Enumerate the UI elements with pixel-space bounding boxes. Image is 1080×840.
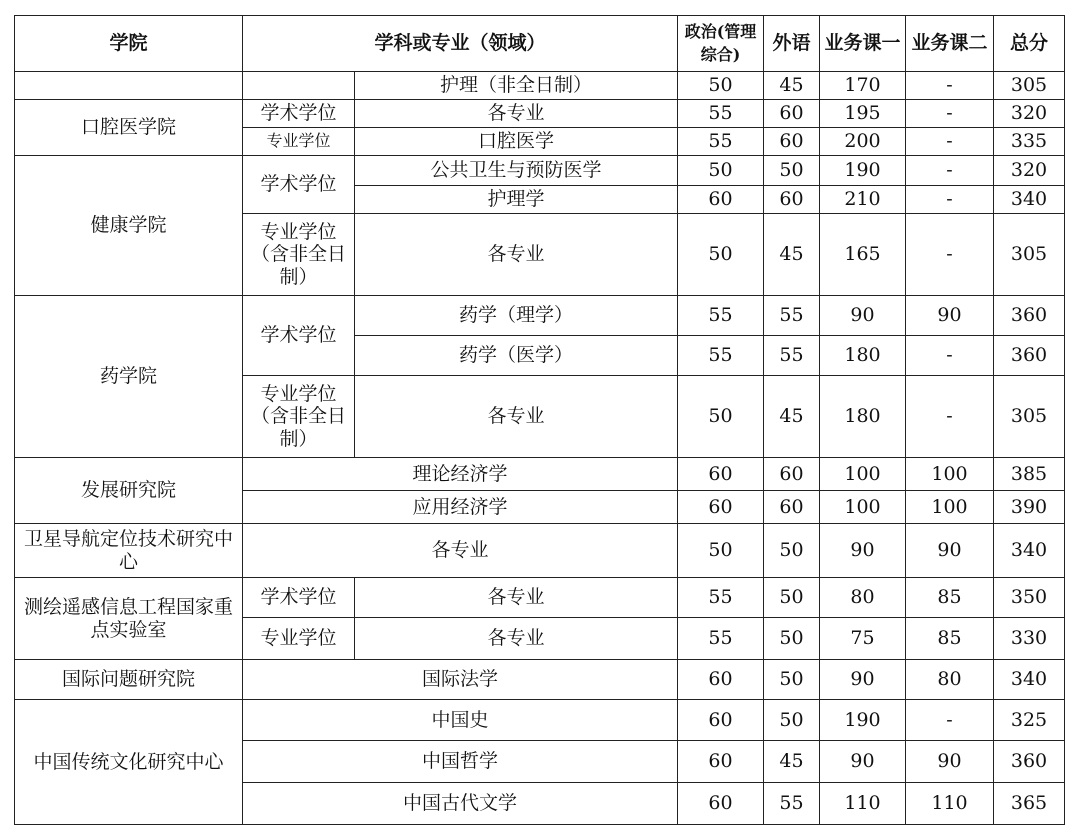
- course2-cell: -: [906, 156, 994, 186]
- major-cell: 药学（理学）: [355, 296, 678, 336]
- foreign-cell: 60: [764, 491, 820, 524]
- total-cell: 305: [994, 214, 1065, 296]
- table-row: [15, 458, 1065, 491]
- politics-cell: 60: [678, 458, 764, 491]
- major-cell: 各专业: [355, 376, 678, 458]
- course1-cell: 100: [820, 458, 906, 491]
- degree-cell: 学术学位: [243, 578, 355, 618]
- foreign-cell: 50: [764, 660, 820, 700]
- header-major: 学科或专业（领域）: [243, 16, 678, 72]
- course1-cell: 165: [820, 214, 906, 296]
- course2-cell: 90: [906, 741, 994, 783]
- degree-cell: 学术学位: [243, 156, 355, 214]
- degree-cell: 学术学位: [243, 100, 355, 128]
- total-cell: 385: [994, 458, 1065, 491]
- foreign-cell: 60: [764, 186, 820, 214]
- degree-cell: 专业学位（含非全日制）: [243, 376, 355, 458]
- table-row: [15, 72, 1065, 100]
- total-cell: 340: [994, 660, 1065, 700]
- course1-cell: 90: [820, 660, 906, 700]
- header-politics: 政治(管理综合): [678, 16, 764, 72]
- course2-cell: -: [906, 700, 994, 741]
- course2-cell: 90: [906, 524, 994, 578]
- course1-cell: 90: [820, 741, 906, 783]
- course2-cell: -: [906, 186, 994, 214]
- total-cell: 325: [994, 700, 1065, 741]
- college-cell: 发展研究院: [15, 458, 243, 524]
- college-cell: 健康学院: [15, 156, 243, 296]
- course1-cell: 210: [820, 186, 906, 214]
- politics-cell: 55: [678, 128, 764, 156]
- header-college: 学院: [15, 16, 243, 72]
- major-cell: 各专业: [243, 524, 678, 578]
- course1-cell: 180: [820, 336, 906, 376]
- politics-cell: 60: [678, 700, 764, 741]
- politics-cell: 55: [678, 296, 764, 336]
- major-cell: 公共卫生与预防医学: [355, 156, 678, 186]
- course1-cell: 110: [820, 783, 906, 825]
- total-cell: 350: [994, 578, 1065, 618]
- major-cell: 各专业: [355, 618, 678, 660]
- header-row: [15, 16, 1065, 72]
- course1-cell: 170: [820, 72, 906, 100]
- course2-cell: 100: [906, 458, 994, 491]
- college-cell: 口腔医学院: [15, 100, 243, 156]
- college-cell: 国际问题研究院: [15, 660, 243, 700]
- table-row: [15, 524, 1065, 578]
- degree-cell: 专业学位（含非全日制）: [243, 214, 355, 296]
- foreign-cell: 50: [764, 618, 820, 660]
- politics-cell: 55: [678, 100, 764, 128]
- degree-cell: 专业学位: [243, 128, 355, 156]
- total-cell: 360: [994, 741, 1065, 783]
- foreign-cell: 60: [764, 128, 820, 156]
- college-cell: 中国传统文化研究中心: [15, 700, 243, 825]
- politics-cell: 60: [678, 660, 764, 700]
- table-row: [15, 296, 1065, 336]
- course1-cell: 75: [820, 618, 906, 660]
- course1-cell: 100: [820, 491, 906, 524]
- total-cell: 335: [994, 128, 1065, 156]
- course1-cell: 80: [820, 578, 906, 618]
- total-cell: 340: [994, 524, 1065, 578]
- college-cell: 测绘遥感信息工程国家重点实验室: [15, 578, 243, 660]
- course2-cell: 85: [906, 618, 994, 660]
- course1-cell: 90: [820, 524, 906, 578]
- course1-cell: 180: [820, 376, 906, 458]
- course2-cell: -: [906, 214, 994, 296]
- foreign-cell: 50: [764, 578, 820, 618]
- major-cell: 国际法学: [243, 660, 678, 700]
- table-row: [15, 660, 1065, 700]
- major-cell: 各专业: [355, 100, 678, 128]
- major-cell: 应用经济学: [243, 491, 678, 524]
- degree-cell: 学术学位: [243, 296, 355, 376]
- total-cell: 365: [994, 783, 1065, 825]
- politics-cell: 55: [678, 618, 764, 660]
- foreign-cell: 45: [764, 72, 820, 100]
- degree-cell: 专业学位: [243, 618, 355, 660]
- politics-cell: 50: [678, 156, 764, 186]
- politics-cell: 60: [678, 491, 764, 524]
- course2-cell: -: [906, 336, 994, 376]
- politics-cell: 55: [678, 578, 764, 618]
- major-cell: 中国哲学: [243, 741, 678, 783]
- total-cell: 390: [994, 491, 1065, 524]
- foreign-cell: 50: [764, 524, 820, 578]
- course2-cell: -: [906, 376, 994, 458]
- total-cell: 305: [994, 376, 1065, 458]
- foreign-cell: 55: [764, 296, 820, 336]
- politics-cell: 60: [678, 741, 764, 783]
- course1-cell: 190: [820, 700, 906, 741]
- major-cell: 各专业: [355, 578, 678, 618]
- total-cell: 320: [994, 100, 1065, 128]
- course1-cell: 200: [820, 128, 906, 156]
- course2-cell: 100: [906, 491, 994, 524]
- total-cell: 360: [994, 296, 1065, 336]
- score-table: [14, 15, 1065, 825]
- foreign-cell: 60: [764, 100, 820, 128]
- total-cell: 360: [994, 336, 1065, 376]
- course1-cell: 190: [820, 156, 906, 186]
- header-course2: 业务课二: [906, 16, 994, 72]
- table-row: [15, 100, 1065, 128]
- politics-cell: 50: [678, 214, 764, 296]
- major-cell: 理论经济学: [243, 458, 678, 491]
- course2-cell: 110: [906, 783, 994, 825]
- course1-cell: 90: [820, 296, 906, 336]
- major-cell: 中国史: [243, 700, 678, 741]
- header-total: 总分: [994, 16, 1065, 72]
- politics-cell: 50: [678, 72, 764, 100]
- course2-cell: 90: [906, 296, 994, 336]
- foreign-cell: 45: [764, 214, 820, 296]
- total-cell: 305: [994, 72, 1065, 100]
- politics-cell: 55: [678, 336, 764, 376]
- table-row: [15, 156, 1065, 186]
- politics-cell: 50: [678, 376, 764, 458]
- foreign-cell: 45: [764, 376, 820, 458]
- total-cell: 340: [994, 186, 1065, 214]
- total-cell: 320: [994, 156, 1065, 186]
- header-foreign: 外语: [764, 16, 820, 72]
- major-cell: 护理（非全日制）: [355, 72, 678, 100]
- major-cell: 各专业: [355, 214, 678, 296]
- foreign-cell: 55: [764, 783, 820, 825]
- table-row: [15, 700, 1065, 741]
- foreign-cell: 55: [764, 336, 820, 376]
- foreign-cell: 50: [764, 700, 820, 741]
- course2-cell: -: [906, 128, 994, 156]
- college-cell: [15, 72, 243, 100]
- politics-cell: 50: [678, 524, 764, 578]
- major-cell: 口腔医学: [355, 128, 678, 156]
- table-row: [15, 578, 1065, 618]
- college-cell: 卫星导航定位技术研究中心: [15, 524, 243, 578]
- course2-cell: 80: [906, 660, 994, 700]
- college-cell: 药学院: [15, 296, 243, 458]
- course1-cell: 195: [820, 100, 906, 128]
- politics-cell: 60: [678, 783, 764, 825]
- foreign-cell: 45: [764, 741, 820, 783]
- total-cell: 330: [994, 618, 1065, 660]
- major-cell: 药学（医学）: [355, 336, 678, 376]
- foreign-cell: 60: [764, 458, 820, 491]
- politics-cell: 60: [678, 186, 764, 214]
- major-cell: 护理学: [355, 186, 678, 214]
- course2-cell: -: [906, 72, 994, 100]
- course2-cell: 85: [906, 578, 994, 618]
- degree-cell: [243, 72, 355, 100]
- major-cell: 中国古代文学: [243, 783, 678, 825]
- header-course1: 业务课一: [820, 16, 906, 72]
- foreign-cell: 50: [764, 156, 820, 186]
- course2-cell: -: [906, 100, 994, 128]
